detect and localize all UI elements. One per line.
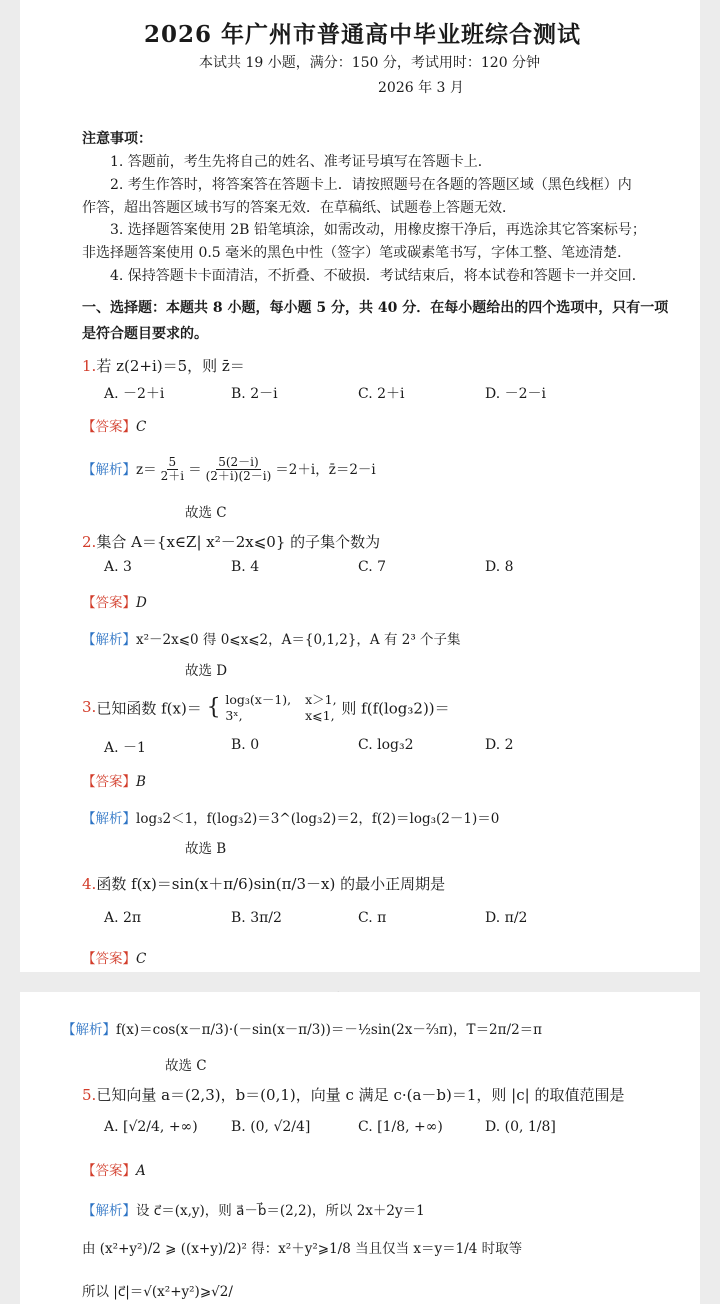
analysis-text: log₃2＜1，f(log₃2)＝3^(log₃2)＝2，f(2)＝log₃(2－1)＝0: [136, 811, 500, 827]
analysis-tag: 【解析】: [82, 811, 136, 827]
analysis-line-3: 所以 |c⃗|＝√(x²+y²)⩾√2/: [82, 1284, 233, 1300]
answer-value: C: [136, 419, 147, 435]
analysis-line-2: 由 (x²+y²)/2 ⩾ ((x+y)/2)² 得：x²＋y²⩾1/8 当且仅当 x＝y＝1/4 时取等: [82, 1241, 523, 1257]
question-number: 3.: [82, 698, 97, 716]
notice-line-6: 4. 保持答题卡卡面清洁，不折叠、不破损．考试结束后，将本试卷和答题卡一并交回．: [110, 268, 646, 284]
answer-value: C: [136, 951, 147, 967]
question-5: [82, 1084, 624, 1105]
question-2: [82, 531, 380, 552]
analysis-text-b: ＝2＋i，z̄＝2－i: [275, 462, 376, 478]
notice-line-2: 2. 考生作答时，将答案答在答题卡上．请按照题号在各题的答题区域（黑色线框）内: [110, 177, 632, 193]
option-d: D. π/2: [485, 910, 528, 926]
option-a: A. [√2/4, +∞): [104, 1119, 198, 1135]
fraction-numerator: 5: [168, 455, 177, 469]
section-heading-line-2: 是符合题目要求的。: [82, 326, 208, 342]
conclusion: 故选 B: [185, 841, 227, 857]
answer-row: [82, 415, 146, 435]
option-d: D. 2: [485, 737, 514, 753]
question-stem: 若 z(2+i)＝5，则 z̄＝: [96, 357, 245, 375]
analysis-row: [62, 1018, 542, 1038]
notice-line-1: 1. 答题前，考生先将自己的姓名、准考证号填写在答题卡上．: [110, 154, 492, 170]
condition-2: x⩽1,: [305, 708, 335, 723]
conclusion: 故选 C: [185, 505, 227, 521]
question-4: [82, 873, 445, 894]
notice-line-4: 3. 选择题答案使用 2B 铅笔填涂，如需改动，用橡皮擦干净后，再选涂其它答案标号；: [110, 222, 646, 238]
option-a: A. 2π: [104, 910, 142, 926]
option-a: A. －1: [104, 740, 146, 756]
analysis-tag: 【解析】: [82, 462, 136, 478]
conclusion: 故选 D: [185, 663, 228, 679]
answer-tag: 【答案】: [82, 419, 136, 435]
notice-line-3: 作答，超出答题区域书写的答案无效．在草稿纸、试题卷上答题无效．: [82, 200, 516, 216]
option-a: A. 3: [104, 559, 132, 575]
answer-tag: 【答案】: [82, 774, 136, 790]
option-c: C. [1/8, +∞): [358, 1119, 443, 1135]
analysis-row: [82, 807, 499, 827]
analysis-text: 设 c⃗＝(x,y)，则 a⃗－b⃗＝(2,2)，所以 2x＋2y＝1: [136, 1203, 425, 1219]
option-d: D. (0, 1/8]: [485, 1119, 556, 1135]
option-c: C. 7: [358, 559, 387, 575]
question-stem: 集合 A＝{x∈Z| x²－2x⩽0} 的子集个数为: [96, 533, 381, 551]
option-b: B. 2－i: [231, 386, 278, 402]
question-stem: 函数 f(x)＝sin(x＋π/6)sin(π/3－x) 的最小正周期是: [96, 875, 446, 893]
brace: {: [206, 695, 221, 720]
question-stem-a: 已知函数 f(x)＝: [96, 699, 202, 718]
notice-line-5: 非选择题答案使用 0.5 毫米的黑色中性（签字）笔或碳素笔书写，字体工整、笔迹清楚．: [82, 245, 632, 261]
condition-1: x＞1,: [305, 692, 337, 707]
option-a: A. －2＋i: [104, 386, 165, 402]
notice-heading: 注意事项：: [82, 131, 152, 147]
option-c: C. log₃2: [358, 737, 414, 753]
question-number: 1.: [82, 357, 97, 375]
fraction-denominator: 2＋i: [160, 469, 185, 483]
analysis-tag: 【解析】: [82, 1203, 136, 1219]
question-stem: 已知向量 a＝(2,3)，b＝(0,1)，向量 c 满足 c·(a－b)＝1，则 |c| 的取值范围是: [96, 1086, 625, 1104]
analysis-text: x²－2x⩽0 得 0⩽x⩽2，A＝{0,1,2}，A 有 2³ 个子集: [136, 632, 461, 648]
answer-value: D: [136, 595, 147, 611]
page-title: 2026 年广州市普通高中毕业班综合测试: [144, 21, 582, 48]
fraction-denominator: (2＋i)(2－i): [205, 469, 272, 483]
case-2: 3ˣ,: [225, 708, 243, 723]
answer-tag: 【答案】: [82, 951, 136, 967]
option-d: D. －2－i: [485, 386, 547, 402]
option-b: B. (0, √2/4]: [231, 1119, 311, 1135]
option-c: C. π: [358, 910, 387, 926]
option-d: D. 8: [485, 559, 514, 575]
question-1: [82, 355, 245, 376]
answer-value: B: [136, 774, 146, 790]
exam-page-1: [20, 0, 700, 972]
answer-tag: 【答案】: [82, 1163, 136, 1179]
fraction: [159, 456, 186, 483]
answer-row: [82, 947, 146, 967]
answer-row: [82, 1159, 146, 1179]
answer-row: [82, 591, 147, 611]
exam-info: 本试共 19 小题，满分：150 分，考试用时：120 分钟: [199, 55, 541, 71]
question-number: 2.: [82, 533, 97, 551]
question-number: 5.: [82, 1086, 97, 1104]
option-b: B. 0: [231, 737, 260, 753]
section-heading-line-1: 一、选择题：本题共 8 小题，每小题 5 分，共 40 分．在每小题给出的四个选项中，只有一项: [82, 300, 669, 316]
exam-date: 2026 年 3 月: [378, 80, 464, 96]
option-c: C. 2＋i: [358, 386, 405, 402]
option-b: B. 3π/2: [231, 910, 282, 926]
option-b: B. 4: [231, 559, 260, 575]
analysis-text-a: z＝: [136, 462, 157, 478]
analysis-text: f(x)＝cos(x－π/3)·(－sin(x－π/3))＝－½sin(2x－⅔π)，T＝2π/2＝π: [116, 1022, 543, 1038]
answer-tag: 【答案】: [82, 595, 136, 611]
question-3: [82, 692, 450, 724]
fraction: [204, 456, 274, 483]
question-stem-b: 则 f(f(log₃2))＝: [341, 699, 450, 718]
exam-page-2: [20, 992, 700, 1304]
analysis-row: [82, 628, 461, 648]
conclusion: 故选 C: [165, 1058, 207, 1074]
analysis-row: [82, 1199, 425, 1219]
analysis-tag: 【解析】: [82, 632, 136, 648]
fraction-numerator: 5(2－i): [218, 455, 259, 469]
answer-value: A: [136, 1163, 146, 1179]
question-number: 4.: [82, 875, 97, 893]
answer-row: [82, 770, 146, 790]
analysis-row: 【解析】z＝ $\frac{5}{2+i}$ ＝ $\frac{5(2-i)}{(2+i)(2-i)}$ ＝2＋i，z̄＝2－i: [82, 455, 376, 483]
piecewise: [225, 692, 336, 724]
case-1: log₃(x－1),: [225, 692, 292, 707]
analysis-tag: 【解析】: [62, 1022, 116, 1038]
